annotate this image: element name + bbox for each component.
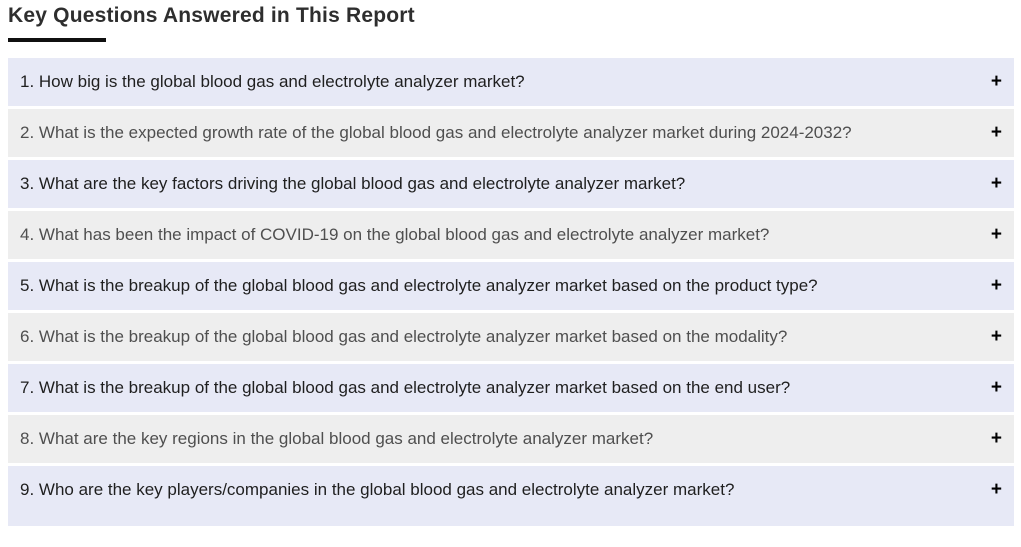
faq-question-text: 9. Who are the key players/companies in the global blood gas and electrolyte analyzer market?: [20, 480, 735, 499]
page-title: Key Questions Answered in This Report: [8, 4, 415, 27]
expand-plus-icon[interactable]: +: [990, 428, 1002, 449]
faq-question-text: 1. How big is the global blood gas and electrolyte analyzer market?: [20, 72, 525, 91]
expand-plus-icon[interactable]: +: [990, 71, 1002, 92]
faq-question-row[interactable]: [8, 211, 1014, 259]
faq-question-row[interactable]: [8, 58, 1014, 106]
expand-plus-icon[interactable]: +: [990, 173, 1002, 194]
faq-accordion: [0, 58, 1021, 526]
faq-question-row[interactable]: [8, 262, 1014, 310]
title-underline: [8, 38, 106, 42]
expand-plus-icon[interactable]: +: [990, 224, 1002, 245]
faq-question-row[interactable]: [8, 109, 1014, 157]
faq-question-text: 5. What is the breakup of the global blood gas and electrolyte analyzer market based on the product type?: [20, 276, 818, 295]
faq-question-text: 3. What are the key factors driving the global blood gas and electrolyte analyzer market?: [20, 174, 686, 193]
faq-question-text: 6. What is the breakup of the global blood gas and electrolyte analyzer market based on the modality?: [20, 327, 788, 346]
faq-question-text: 2. What is the expected growth rate of the global blood gas and electrolyte analyzer market during 2024-2032?: [20, 123, 852, 142]
faq-question-row[interactable]: [8, 313, 1014, 361]
faq-question-row[interactable]: [8, 415, 1014, 463]
expand-plus-icon[interactable]: +: [990, 122, 1002, 143]
faq-question-row[interactable]: [8, 364, 1014, 412]
expand-plus-icon[interactable]: +: [990, 326, 1002, 347]
faq-question-text: 7. What is the breakup of the global blood gas and electrolyte analyzer market based on the end user?: [20, 378, 791, 397]
expand-plus-icon[interactable]: +: [990, 377, 1002, 398]
faq-question-row[interactable]: [8, 160, 1014, 208]
expand-plus-icon[interactable]: +: [990, 275, 1002, 296]
faq-question-text: 8. What are the key regions in the global blood gas and electrolyte analyzer market?: [20, 429, 654, 448]
expand-plus-icon[interactable]: +: [990, 479, 1002, 500]
faq-question-text: 4. What has been the impact of COVID-19 on the global blood gas and electrolyte analyzer market?: [20, 225, 770, 244]
faq-question-row[interactable]: [8, 466, 1014, 526]
